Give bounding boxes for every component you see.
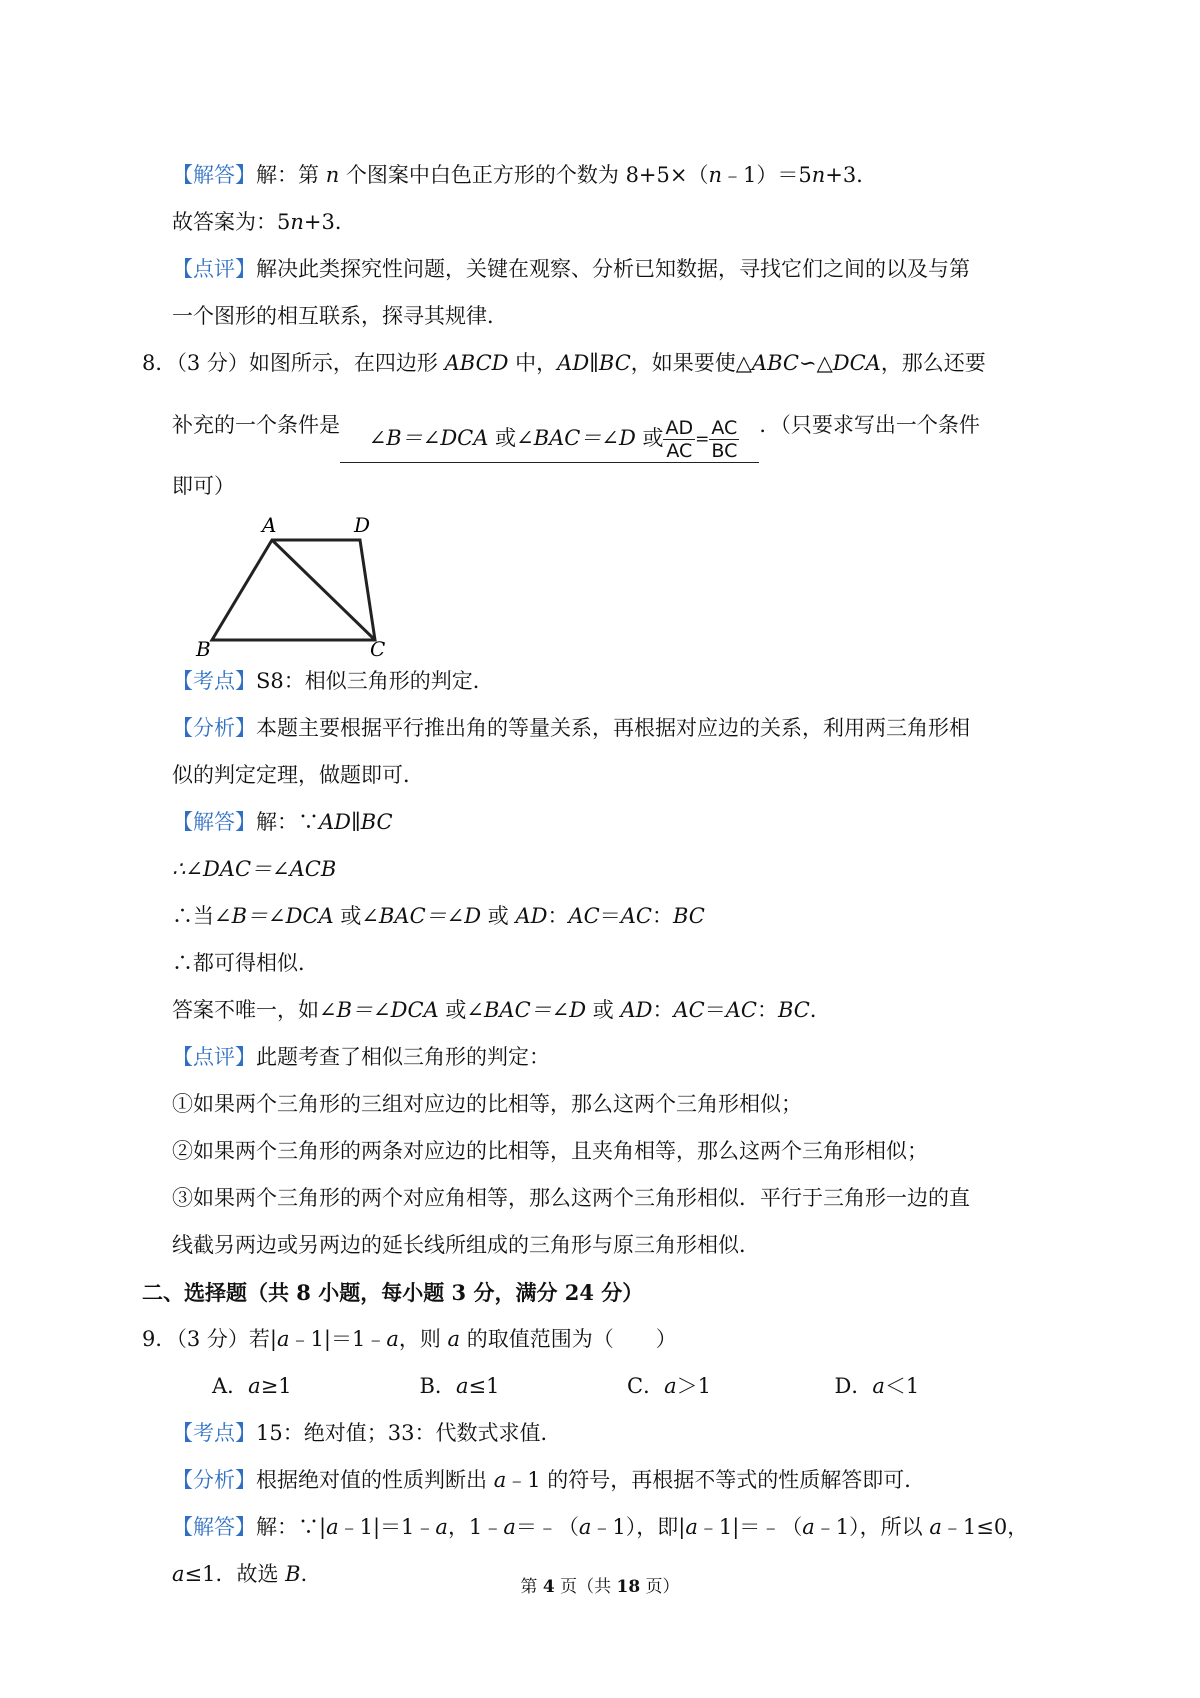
math-text: ∴∠DAC＝∠ACB <box>172 857 337 881</box>
var: ∠B＝∠DCA <box>319 998 439 1022</box>
comment-tag: 【点评】 <box>172 1045 256 1069</box>
q8-comment-line-4 <box>172 1175 1042 1222</box>
section-title: 二、选择题（共 8 小题，每小题 3 分，满分 24 分） <box>142 1280 644 1305</box>
answer-tag: 【解答】 <box>172 163 256 187</box>
text: ﹣1）＝5 <box>722 163 812 187</box>
var: n <box>811 163 826 187</box>
var: ABCD <box>444 351 509 375</box>
text: ． <box>809 998 831 1022</box>
q9-point-line <box>172 1410 1042 1457</box>
q7-answer-line-2 <box>172 199 1042 246</box>
text: 的取值范围为（ ） <box>460 1327 677 1351</box>
footer-text: 页（共 <box>554 1577 617 1597</box>
text: 即可） <box>172 474 235 498</box>
page-footer <box>0 1572 1200 1597</box>
text: ①如果两个三角形的三组对应边的比相等，那么这两个三角形相似； <box>172 1092 802 1116</box>
text: ＝﹣（ <box>515 1515 579 1539</box>
var: n <box>290 210 304 234</box>
var: AC <box>725 998 757 1022</box>
var: a <box>455 1374 469 1398</box>
text: 解：∵| <box>256 1515 327 1539</box>
q9-options <box>172 1363 1042 1410</box>
text: 中， <box>508 351 558 375</box>
text: 线截另两边或另两边的延长线所组成的三角形与原三角形相似． <box>172 1233 760 1257</box>
label-d: D <box>354 513 371 537</box>
var: a <box>326 1515 339 1539</box>
option-c <box>627 1363 835 1410</box>
q8-solution-line-5 <box>172 987 1042 1034</box>
q8-stem-line-3 <box>172 463 1042 510</box>
option-b <box>420 1363 628 1410</box>
diagonal-ac <box>272 540 375 640</box>
text: 解决此类探究性问题，关键在观察、分析已知数据，寻找它们之间的以及与第 <box>256 257 970 281</box>
blank-answer-1: ∠B＝∠DCA <box>368 426 489 450</box>
label-a: A <box>262 513 277 537</box>
var: ∠BAC＝∠D <box>361 904 482 928</box>
option-letter: C． <box>627 1374 665 1398</box>
fraction-numerator: AD <box>665 417 694 439</box>
q9-answer-line-1 <box>172 1504 1042 1551</box>
fraction-ad-ac <box>663 417 695 462</box>
var: a <box>435 1515 448 1539</box>
option-text: ＜1 <box>884 1374 920 1398</box>
var: a <box>172 1562 185 1586</box>
analysis-tag: 【分析】 <box>172 716 256 740</box>
q9-stem-line <box>142 1316 1042 1363</box>
q9-analysis-line <box>172 1457 1042 1504</box>
text: ∴当 <box>172 904 214 928</box>
text: ③如果两个三角形的两个对应角相等，那么这两个三角形相似．平行于三角形一边的直 <box>172 1186 970 1210</box>
text: ． <box>300 1562 322 1586</box>
var: a <box>493 1468 507 1492</box>
text: ： <box>547 904 569 928</box>
text: ≤1．故选 <box>184 1562 286 1586</box>
section-heading <box>142 1269 1042 1316</box>
q8-solution-line-2 <box>172 846 1042 893</box>
text: ，则 <box>398 1327 448 1351</box>
blank-answer-2: ∠BAC＝∠D <box>516 426 636 450</box>
var: BC <box>777 998 810 1022</box>
text: ②如果两个三角形的两条对应边的比相等，且夹角相等，那么这两个三角形相似； <box>172 1139 928 1163</box>
var: AD∥BC <box>557 351 631 375</box>
answer-tag: 【解答】 <box>172 1515 256 1539</box>
var: ABC <box>751 351 799 375</box>
q8-answer-line-1 <box>172 799 1042 846</box>
text: 或 <box>438 998 467 1022</box>
var: a <box>802 1515 815 1539</box>
option-text: ＞1 <box>676 1374 711 1398</box>
text: ．（只要求写出一个条件 <box>759 413 980 437</box>
question-number-text: 8．（3 分）如图所示，在四边形 <box>142 351 445 375</box>
text: ＝ <box>599 904 621 928</box>
trapezoid-outline <box>212 540 375 640</box>
q8-comment-line-2 <box>172 1081 1042 1128</box>
text: +3． <box>825 163 878 187</box>
q8-stem-line-1 <box>142 340 1042 387</box>
option-letter: B． <box>419 1374 456 1398</box>
text: 故答案为：5 <box>172 210 291 234</box>
answer-tag: 【解答】 <box>172 810 256 834</box>
q8-stem-line-2 <box>172 387 1042 463</box>
question-number-text: 9．（3 分）若| <box>142 1327 277 1351</box>
option-letter: D． <box>834 1374 873 1398</box>
var: a <box>664 1374 677 1398</box>
var: BC <box>672 904 705 928</box>
point-tag: 【考点】 <box>172 1421 256 1445</box>
page-content <box>142 152 1042 1598</box>
text: ： <box>652 998 674 1022</box>
text: 15：绝对值；33：代数式求值． <box>256 1421 562 1445</box>
option-text: ≥1 <box>260 1374 292 1398</box>
text: ： <box>651 904 673 928</box>
label-c: C <box>370 637 386 658</box>
var: n <box>708 163 723 187</box>
text: 答案不唯一，如 <box>172 998 319 1022</box>
option-letter: A． <box>212 1374 249 1398</box>
text: 一个图形的相互联系，探寻其规律． <box>172 304 508 328</box>
text: ＝ <box>704 998 726 1022</box>
text: 本题主要根据平行推出角的等量关系，再根据对应边的关系，利用两三角形相 <box>256 716 970 740</box>
text: 个图案中白色正方形的个数为 8+5×（ <box>339 163 709 187</box>
page-number: 4 <box>542 1577 555 1597</box>
var: a <box>248 1374 261 1398</box>
footer-text: 页） <box>640 1577 680 1597</box>
fraction-denominator: AC <box>666 440 693 462</box>
text: 根据绝对值的性质判断出 <box>256 1468 494 1492</box>
text: ﹣1），即| <box>591 1515 686 1539</box>
var: AD∥BC <box>319 810 393 834</box>
var: a <box>447 1327 461 1351</box>
text: ﹣1），所以 <box>814 1515 930 1539</box>
text: ﹣1|＝1﹣ <box>338 1515 436 1539</box>
comment-tag: 【点评】 <box>172 257 256 281</box>
q8-analysis-line-1 <box>172 705 1042 752</box>
var: a <box>578 1515 592 1539</box>
option-a <box>212 1363 420 1410</box>
var: AD <box>620 998 653 1022</box>
text: ∴都可得相似． <box>172 951 319 975</box>
q8-solution-line-3 <box>172 893 1042 940</box>
text: ﹣1 的符号，再根据不等式的性质解答即可． <box>506 1468 926 1492</box>
text: ，如果要使△ <box>630 351 752 375</box>
q8-comment-line-3 <box>172 1128 1042 1175</box>
text: 解：第 <box>256 163 326 187</box>
q7-answer-line-1 <box>172 152 1042 199</box>
analysis-tag: 【分析】 <box>172 1468 256 1492</box>
q7-comment-line-1 <box>172 246 1042 293</box>
text: ﹣1|＝﹣（ <box>697 1515 803 1539</box>
text: 或 <box>333 904 362 928</box>
text: ∽△ <box>798 351 833 375</box>
footer-text: 第 <box>520 1577 543 1597</box>
answer-blank <box>340 417 759 463</box>
var: B <box>285 1562 301 1586</box>
var: AC <box>568 904 600 928</box>
var: a <box>929 1515 942 1539</box>
text: ： <box>756 998 778 1022</box>
trapezoid-figure <box>172 510 1042 658</box>
text: 或 <box>488 426 517 450</box>
var: ∠B＝∠DCA <box>214 904 334 928</box>
text: ，1﹣ <box>447 1515 504 1539</box>
text: +3． <box>303 210 356 234</box>
q8-comment-line-5 <box>172 1222 1042 1269</box>
var: a <box>386 1327 399 1351</box>
option-text: ≤1 <box>468 1374 500 1398</box>
equals-sign: = <box>695 429 710 450</box>
var: n <box>325 163 340 187</box>
fraction-numerator: AC <box>709 417 739 440</box>
q8-analysis-line-2 <box>172 752 1042 799</box>
var: AD <box>515 904 548 928</box>
var: ∠BAC＝∠D <box>466 998 587 1022</box>
text: 似的判定定理，做题即可． <box>172 763 424 787</box>
text: S8：相似三角形的判定． <box>256 669 494 693</box>
var: AC <box>620 904 652 928</box>
q7-comment-line-2 <box>172 293 1042 340</box>
var: a <box>685 1515 698 1539</box>
var: a <box>503 1515 516 1539</box>
text: 解：∵ <box>256 810 319 834</box>
var: a <box>276 1327 290 1351</box>
text: 此题考查了相似三角形的判定： <box>256 1045 550 1069</box>
fraction-denominator: BC <box>711 440 738 462</box>
q8-point-line <box>172 658 1042 705</box>
fraction-ac-bc <box>709 417 739 462</box>
q8-comment-line-1 <box>172 1034 1042 1081</box>
text: 或 <box>635 426 664 450</box>
option-d <box>835 1363 1043 1410</box>
trapezoid-diagram <box>192 510 452 658</box>
var: AC <box>673 998 705 1022</box>
text: ﹣1|＝1﹣ <box>289 1327 387 1351</box>
text: ，那么还要 <box>880 351 986 375</box>
var: a <box>872 1374 885 1398</box>
text: 或 <box>481 904 516 928</box>
var: DCA <box>832 351 881 375</box>
total-pages: 18 <box>616 1577 641 1597</box>
point-tag: 【考点】 <box>172 669 256 693</box>
text: ﹣1≤0， <box>941 1515 1029 1539</box>
text: 或 <box>586 998 621 1022</box>
label-b: B <box>196 637 211 658</box>
q8-solution-line-4 <box>172 940 1042 987</box>
text: 补充的一个条件是 <box>172 413 340 437</box>
